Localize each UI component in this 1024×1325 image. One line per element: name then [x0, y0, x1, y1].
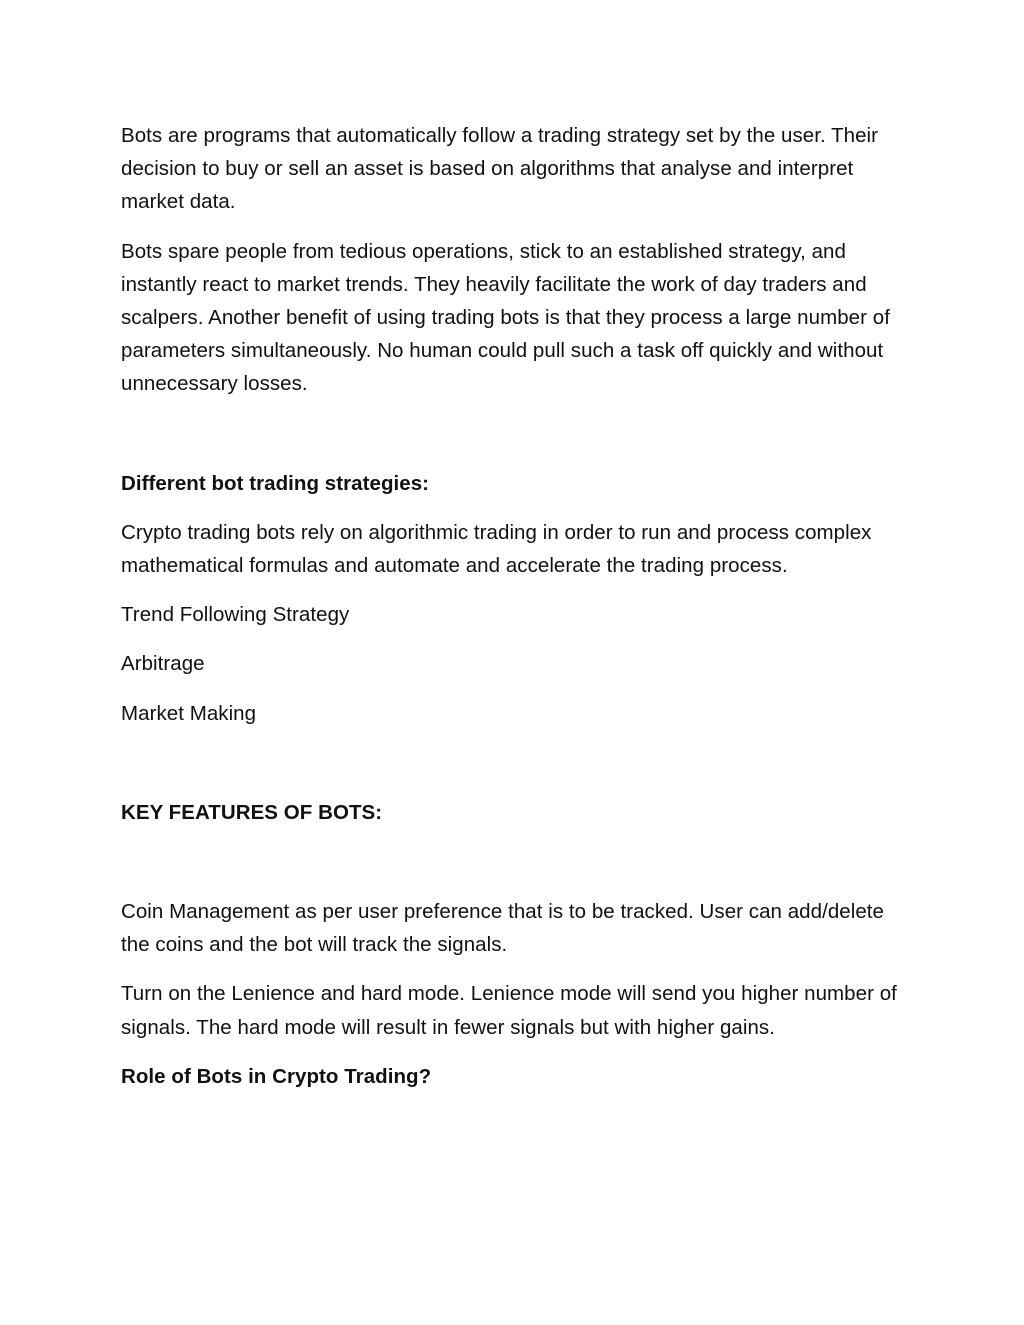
intro-paragraph: Bots are programs that automatically follow a trading strategy set by the user. Their decision to buy or sell an asset is based on algorithms that analyse and interpret market data. — [121, 124, 879, 214]
document-page — [121, 119, 901, 1093]
strategies-heading: Different bot trading strategies: — [121, 471, 430, 495]
features-heading: KEY FEATURES OF BOTS: — [121, 800, 383, 824]
strategy-item: Trend Following Strategy — [121, 603, 350, 627]
benefits-paragraph: Bots spare people from tedious operations, stick to an established strategy, and instantly react to market trends. They heavily facilitate the work of day traders and scalpers. Another benefit of using trading bots is that they process a large number of parameters simultaneously. No human could pull such a task off quickly and without unnecessary losses. — [121, 239, 890, 396]
role-heading: Role of Bots in Crypto Trading? — [121, 1064, 432, 1088]
coin-management-paragraph: Coin Management as per user preference that is to be tracked. User can add/delete the coins and the bot will track the signals. — [121, 900, 884, 957]
modes-paragraph: Turn on the Lenience and hard mode. Lenience mode will send you higher number of signals. The hard mode will result in fewer signals but with higher gains. — [121, 982, 897, 1039]
strategies-paragraph: Crypto trading bots rely on algorithmic trading in order to run and process complex mathematical formulas and automate and accelerate the trading process. — [121, 520, 872, 578]
strategy-item: Arbitrage — [121, 652, 205, 676]
strategy-item: Market Making — [121, 701, 257, 725]
